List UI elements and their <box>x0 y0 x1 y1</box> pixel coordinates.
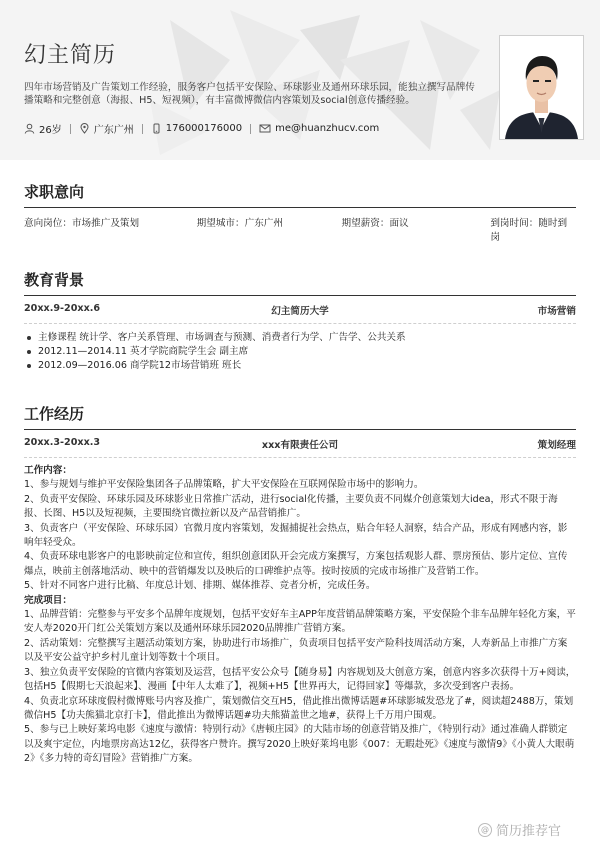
education-list <box>24 331 576 373</box>
work-content-item: 1、参与规划与维护平安保险集团各子品牌策略，扩大平安保险在互联网保险市场中的影响力。 <box>24 479 424 491</box>
work-content-item: 5、针对不同客户进行比稿、年度总计划、排期、媒体推荐、竞者分析，完成任务。 <box>24 580 376 592</box>
section-job-intent <box>24 182 576 243</box>
row-divider <box>24 323 576 325</box>
contact-divider <box>142 124 143 134</box>
work-content-item: 2、负责平安保险、环球乐园及环球影业日常推广活动，进行social化传播，主要负责不同媒介创意策划大idea，形式不限于海报、长图、H5以及短视频，主要围绕官微拉新以及产品营销推广。 <box>24 493 558 520</box>
contact-email <box>259 123 379 134</box>
phone-icon <box>151 123 162 134</box>
work-content-item: 4、负责环球电影客户的电影映前定位和宣传，组织创意团队开会完成方案撰写，方案包括观影人群、票房预估、影片定位、宣传爆点，映前主创落地活动、映中的营销爆发以及映后的口碑维护点等。按时按质的完成市场推广及营销工作。 <box>24 551 568 577</box>
intent-start-time: 到岗时间：随时到岗 <box>490 218 568 243</box>
contact-phone <box>151 123 242 134</box>
contact-email-text: me@huanzhucv.com <box>275 123 380 135</box>
contact-location-text: 广东广州 <box>93 125 134 137</box>
user-icon <box>24 123 35 134</box>
list-item: 2012.11—2014.11 英才学院商院学生会 副主席 <box>24 345 576 359</box>
section-title-intent: 求职意向 <box>24 183 85 201</box>
section-divider <box>24 295 576 296</box>
contact-divider <box>250 124 251 134</box>
mail-icon <box>259 123 271 134</box>
list-item: 2012.09—2016.06 商学院12市场营销班 班长 <box>24 359 576 373</box>
work-project-item: 3、独立负责平安保险的官微内容策划及运营，包括平安公众号【随身易】内容规划及大创意方案，创意内容多次获得十万+阅读，包括H5【假期七天浪起来】、漫画【中年人太难了】，视频+H5【世界再大，记得回家】等爆款，多次受到客户表扬。 <box>24 666 576 693</box>
location-icon <box>79 123 90 134</box>
avatar <box>499 35 584 140</box>
work-header-row <box>24 437 576 451</box>
work-period: 20xx.3-20xx.3 <box>24 437 101 448</box>
page-title: 幻主简历 <box>24 43 117 68</box>
work-project-item: 4、负责北京环球度假村微博账号内容及推广，策划微信交互H5，借此推出微博话题#环球影城发恐龙了#，阅读超2488万，策划微信H5【功夫熊猫北京打卡】，借此推出为微博话题#功夫熊猫盖世之地#，获得上千万用户围观。 <box>24 695 574 721</box>
section-divider <box>24 207 576 208</box>
contact-age <box>24 121 62 136</box>
intent-position: 意向岗位：市场推广及策划 <box>24 218 140 229</box>
row-divider <box>24 457 576 459</box>
work-details <box>24 464 576 767</box>
education-header-row <box>24 303 576 317</box>
contact-row <box>24 121 484 136</box>
education-major: 市场营销 <box>537 306 576 317</box>
work-position: 策划经理 <box>537 440 576 451</box>
contact-age-text: 26岁 <box>39 125 62 137</box>
contact-phone-text: 176000176000 <box>165 123 243 135</box>
section-work <box>24 404 576 767</box>
header <box>24 38 484 136</box>
work-project-item: 5、参与已上映好莱坞电影《速度与激情：特别行动》《唐顿庄园》的大陆市场的创意营销及推广，《特别行动》通过准确人群锁定以及爽宇定位，内地票房高达12亿，获得客户赞许。撰写2020上映好莱坞电影《007：无暇赴死》《速度与激情9》《小黄人大眼萌2》《多力特的奇幻冒险》营销推广方案。 <box>24 724 575 765</box>
work-content-label: 工作内容： <box>24 465 72 476</box>
section-divider <box>24 429 576 430</box>
section-title-education: 教育背景 <box>24 271 85 289</box>
section-education <box>24 270 576 373</box>
education-period: 20xx.9-20xx.6 <box>24 303 101 314</box>
education-school: 幻主简历大学 <box>271 306 329 317</box>
summary-text: 四年市场营销及广告策划工作经验，服务客户包括平安保险、环球影业及通州环球乐园，能独立撰写品牌传播策略和完整创意（海报、H5、短视频），有丰富微博微信内容策划及social创意传播经验。 <box>24 82 475 107</box>
contact-location <box>79 121 134 136</box>
watermark <box>478 820 561 839</box>
intent-city: 期望城市：广东广州 <box>196 218 283 229</box>
work-project-item: 1、品牌营销：完整参与平安多个品牌年度规划，包括平安好车主APP年度营销品牌策略方案，平安保险个非车品牌年轻化方案，平安人寿2020开门红公关策划方案以及通州环球乐园2020品牌推广营销方案。 <box>24 609 576 635</box>
list-item: 主修课程 统计学、客户关系管理、市场调查与预测、消费者行为学、广告学、公共关系 <box>24 331 576 345</box>
work-projects-label: 完成项目： <box>24 594 72 606</box>
intent-row <box>24 215 576 243</box>
work-project-item: 2、活动策划：完整撰写主题活动策划方案，协助进行市场推广，负责项目包括平安产险科技周活动方案，人寿新品上市推广方案以及平安公益守护乡村儿童计划等数十个项目。 <box>24 637 568 664</box>
work-company: xxx有限责任公司 <box>261 440 339 451</box>
work-content-item: 3、负责客户（平安保险、环球乐园）官微月度内容策划，发掘捕捉社会热点，贴合年轻人洞察，结合产品，形成有网感内容，影响年轻受众。 <box>24 522 568 549</box>
watermark-text: 简历推荐官 <box>496 824 562 839</box>
avatar-portrait <box>500 36 583 139</box>
intent-salary: 期望薪资：面议 <box>341 218 409 229</box>
section-title-work: 工作经历 <box>24 405 85 423</box>
watermark-icon: @ <box>478 823 492 837</box>
contact-divider <box>70 124 71 134</box>
